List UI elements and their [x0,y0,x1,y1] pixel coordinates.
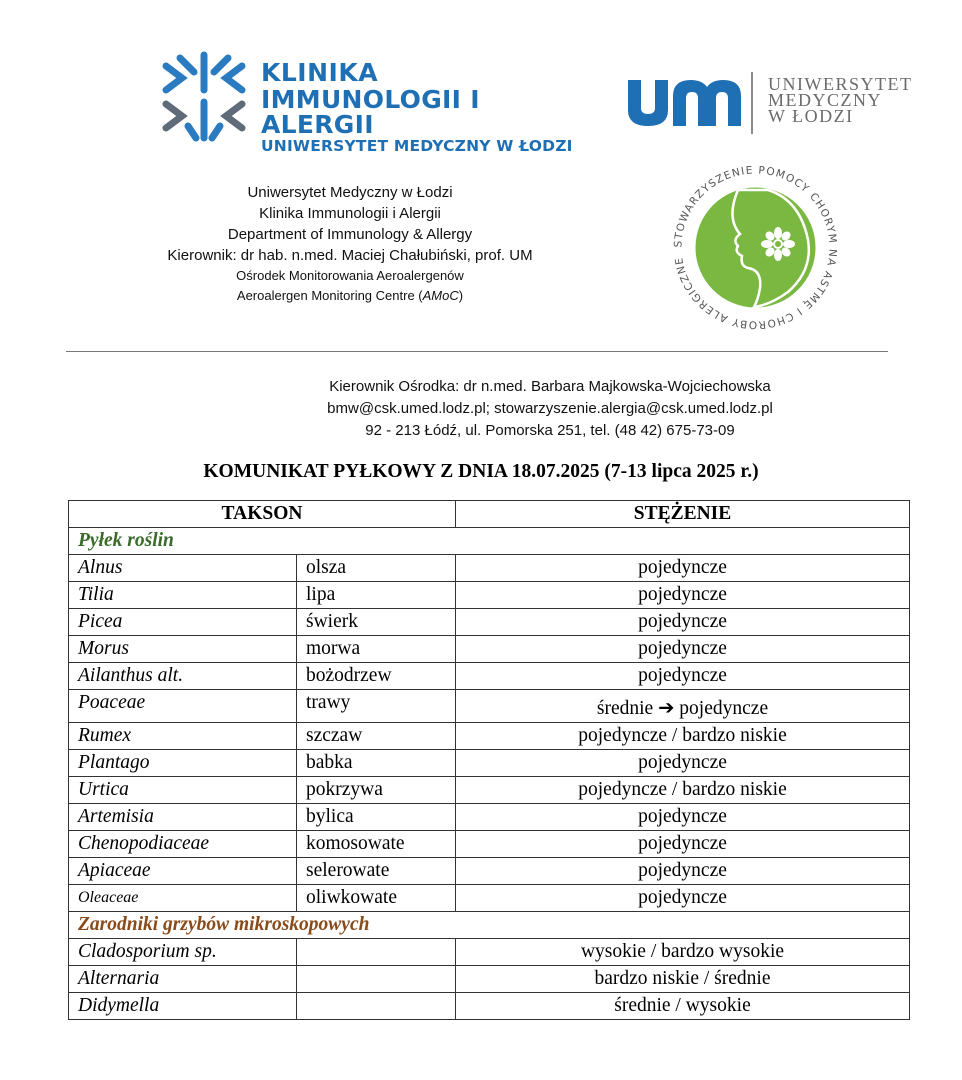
institution-line3: Department of Immunology & Allergy [227,226,473,243]
concentration: pojedyncze / bardzo niskie [456,777,910,804]
um-mark-icon [628,80,743,126]
table-row [69,885,910,912]
table-row [69,939,910,966]
latin-name: Apiaceae [69,858,297,885]
contact-address: 92 - 213 Łódź, ul. Pomorska 251, tel. (48 42) 675-73-09 [365,422,735,439]
polish-name: morwa [297,636,456,663]
polish-name [297,966,456,993]
clinic-logo [158,50,588,155]
university-logo-text [768,76,912,124]
institution-line2: Klinika Immunologii i Alergii [259,205,441,222]
concentration: pojedyncze [456,636,910,663]
institution-line6 [100,286,600,306]
concentration: średnie ➔ pojedyncze [456,690,910,723]
table-row [69,966,910,993]
concentration-header: STĘŻENIE [456,501,910,528]
concentration: pojedyncze [456,750,910,777]
latin-name: Artemisia [69,804,297,831]
latin-name: Rumex [69,723,297,750]
latin-name: Cladosporium sp. [69,939,297,966]
table-row [69,582,910,609]
table-row [69,609,910,636]
concentration: pojedyncze [456,885,910,912]
association-ring-text: STOWARZYSZENIE POMOCY CHORYM NA ASTMĘ I CHOROBY ALERGICZNE [672,164,839,331]
latin-name: Urtica [69,777,297,804]
clinic-logo-line3: UNIWERSYTET MEDYCZNY W ŁODZI [261,137,573,155]
polish-name: lipa [297,582,456,609]
polish-name: oliwkowate [297,885,456,912]
pollen-table [68,500,910,1020]
clinic-emblem-icon [158,50,250,145]
concentration: pojedyncze [456,555,910,582]
concentration: pojedyncze / bardzo niskie [456,723,910,750]
association-logo [668,160,843,335]
latin-name: Morus [69,636,297,663]
concentration: pojedyncze [456,582,910,609]
polish-name: selerowate [297,858,456,885]
group-row [69,912,910,939]
latin-name: Alnus [69,555,297,582]
contact-emails: bmw@csk.umed.lodz.pl; stowarzyszenie.alergia@csk.umed.lodz.pl [327,400,773,417]
concentration: pojedyncze [456,663,910,690]
association-emblem-icon [668,160,843,335]
latin-name: Tilia [69,582,297,609]
pollen-group-label: Pyłek roślin [69,528,910,555]
university-logo-line2: MEDYCZNY [768,90,882,110]
concentration: pojedyncze [456,609,910,636]
latin-name: Plantago [69,750,297,777]
concentration: pojedyncze [456,858,910,885]
polish-name: szczaw [297,723,456,750]
table-row [69,555,910,582]
polish-name [297,939,456,966]
table-row [69,690,910,723]
institution-line4: Kierownik: dr hab. n.med. Maciej Chałubiński, prof. UM [167,247,533,264]
polish-name: pokrzywa [297,777,456,804]
table-row [69,663,910,690]
institution-line1: Uniwersytet Medyczny w Łodzi [247,184,453,201]
fungi-group-label: Zarodniki grzybów mikroskopowych [69,912,910,939]
table-header-row [69,501,910,528]
clinic-logo-line2: IMMUNOLOGII I ALERGII [261,85,480,139]
polish-name: trawy [297,690,456,723]
university-logo-line3: W ŁODZI [768,106,854,126]
concentration: pojedyncze [456,831,910,858]
latin-name: Poaceae [69,690,297,723]
latin-name: Ailanthus alt. [69,663,297,690]
polish-name: komosowate [297,831,456,858]
institution-line6-suffix: ) [458,288,464,303]
report-title: KOMUNIKAT PYŁKOWY Z DNIA 18.07.2025 (7-13 lipca 2025 r.) [203,461,759,482]
university-logo [628,70,938,135]
table-row [69,777,910,804]
table-row [69,993,910,1020]
polish-name: świerk [297,609,456,636]
institution-line6-abbr: AMoC [422,288,459,303]
table-row [69,723,910,750]
clinic-logo-text [261,60,588,155]
taxon-header: TAKSON [69,501,456,528]
institution-info [100,182,600,306]
clinic-logo-line1: KLINIKA [261,58,379,87]
contact-info [200,376,900,442]
polish-name: babka [297,750,456,777]
table-row [69,804,910,831]
latin-name: Oleaceae [69,885,297,912]
latin-name: Picea [69,609,297,636]
university-logo-line1: UNIWERSYTET [768,74,913,94]
table-row [69,636,910,663]
concentration: średnie / wysokie [456,993,910,1020]
concentration: bardzo niskie / średnie [456,966,910,993]
latin-name: Chenopodiaceae [69,831,297,858]
polish-name: bylica [297,804,456,831]
polish-name: bożodrzew [297,663,456,690]
table-row [69,858,910,885]
concentration: pojedyncze [456,804,910,831]
group-row [69,528,910,555]
polish-name [297,993,456,1020]
table-row [69,750,910,777]
latin-name: Alternaria [69,966,297,993]
institution-line6-prefix: Aeroalergen Monitoring Centre ( [236,288,423,303]
table-row [69,831,910,858]
latin-name: Didymella [69,993,297,1020]
header-divider [66,351,888,352]
university-logo-divider [751,72,753,134]
concentration: wysokie / bardzo wysokie [456,939,910,966]
contact-head: Kierownik Ośrodka: dr n.med. Barbara Majkowska-Wojciechowska [329,378,771,395]
polish-name: olsza [297,555,456,582]
institution-line5: Ośrodek Monitorowania Aeroalergenów [236,268,464,283]
